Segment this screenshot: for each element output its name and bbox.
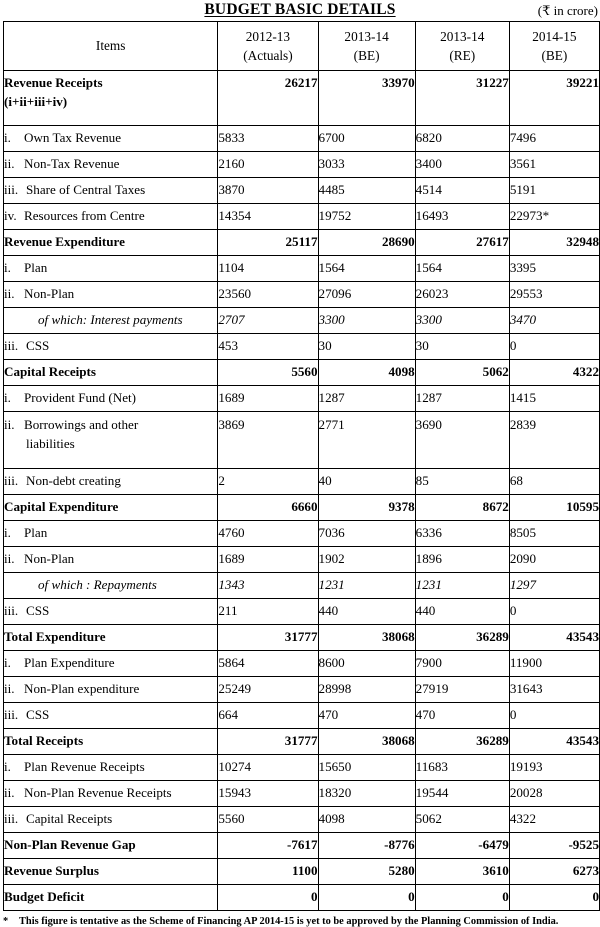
row-label-text: Provident Fund (Net) [24, 390, 137, 406]
table-row [4, 573, 600, 599]
row-label-cell [4, 885, 218, 911]
row-value-y2013be: 9378 [318, 495, 415, 521]
row-value-y2014be: 1415 [509, 386, 599, 412]
row-value-y2014be: 19193 [509, 755, 599, 781]
row-value-y2013be: 470 [318, 703, 415, 729]
row-number: i. [4, 390, 11, 406]
table-row [4, 521, 600, 547]
table-row-section [4, 360, 600, 386]
row-value-y2013be: 4098 [318, 360, 415, 386]
row-label-cell [4, 282, 218, 308]
column-header-line1: 2013-14 [344, 29, 389, 45]
row-label-text: Plan [24, 260, 48, 276]
row-value-y2014be: 22973* [509, 204, 599, 230]
row-label-cell [4, 755, 218, 781]
row-label-cell [4, 547, 218, 573]
table-row-section [4, 495, 600, 521]
column-header-line2: (BE) [353, 47, 380, 63]
row-label-text: of which: Interest payments [38, 312, 183, 328]
row-value-y2014be: -9525 [509, 833, 599, 859]
row-number: iii. [4, 338, 19, 354]
table-row [4, 126, 600, 152]
row-value-y2012: 1104 [218, 256, 318, 282]
row-number: iv. [4, 208, 17, 224]
row-value-y2013be: 0 [318, 885, 415, 911]
row-value-y2013re: 4514 [415, 178, 509, 204]
row-value-y2012: 0 [218, 885, 318, 911]
row-value-y2013be: 1287 [318, 386, 415, 412]
row-value-y2013be: 5280 [318, 859, 415, 885]
table-header-row [4, 22, 600, 71]
row-value-y2013re: 26023 [415, 282, 509, 308]
row-label-cell [4, 71, 218, 126]
row-value-y2012: 1343 [218, 573, 318, 599]
row-label-cell [4, 230, 218, 256]
row-value-y2014be: 11900 [509, 651, 599, 677]
table-row-section [4, 833, 600, 859]
row-value-y2013be: 1902 [318, 547, 415, 573]
row-label-text: Capital Receipts [4, 364, 97, 380]
row-label-text: Non-Plan [24, 551, 75, 567]
row-label-text: Non-Plan [24, 286, 75, 302]
row-value-y2012: 664 [218, 703, 318, 729]
row-label-text: Non-debt creating [26, 473, 121, 489]
row-value-y2013re: 19544 [415, 781, 509, 807]
table-row [4, 781, 600, 807]
row-value-y2013re: 30 [415, 334, 509, 360]
title-band [0, 0, 600, 21]
table-row [4, 651, 600, 677]
row-value-y2014be: 2839 [509, 412, 599, 469]
row-value-y2013be: 4098 [318, 807, 415, 833]
row-value-y2014be: 7496 [509, 126, 599, 152]
row-value-y2014be: 3395 [509, 256, 599, 282]
row-label-text: Resources from Centre [24, 208, 145, 224]
row-value-y2014be: 0 [509, 599, 599, 625]
row-value-y2014be: 20028 [509, 781, 599, 807]
row-label-text: Own Tax Revenue [24, 130, 122, 146]
row-value-y2013re: 1896 [415, 547, 509, 573]
row-number: i. [4, 260, 11, 276]
row-value-y2013re: 11683 [415, 755, 509, 781]
row-value-y2013be: 2771 [318, 412, 415, 469]
row-value-y2014be: 6273 [509, 859, 599, 885]
row-value-y2012: 4760 [218, 521, 318, 547]
row-value-y2013be: 440 [318, 599, 415, 625]
row-value-y2012: 453 [218, 334, 318, 360]
page-title: BUDGET BASIC DETAILS [204, 1, 396, 18]
row-label-cell [4, 495, 218, 521]
column-header-y2012 [218, 22, 318, 71]
row-label-text: Plan Expenditure [24, 655, 115, 671]
column-header-line1: Items [95, 38, 126, 54]
row-value-y2013be: 28998 [318, 677, 415, 703]
row-label-cell [4, 703, 218, 729]
row-value-y2013re: 27617 [415, 230, 509, 256]
row-label-text: Total Expenditure [4, 629, 106, 645]
row-label-cell [4, 859, 218, 885]
table-row-section [4, 625, 600, 651]
row-label-text: Capital Receipts [26, 811, 113, 827]
column-header-item [4, 22, 218, 71]
row-label-text: Non-Plan Revenue Receipts [24, 785, 172, 801]
row-value-y2013re: 16493 [415, 204, 509, 230]
table-row [4, 599, 600, 625]
row-value-y2014be: 0 [509, 703, 599, 729]
row-label-cell [4, 308, 218, 334]
column-header-line2: (RE) [449, 47, 476, 63]
row-number: i. [4, 655, 11, 671]
row-value-y2013re: 31227 [415, 71, 509, 126]
row-value-y2012: 2707 [218, 308, 318, 334]
row-value-y2013re: 5062 [415, 360, 509, 386]
row-label-cell [4, 781, 218, 807]
row-value-y2013be: 40 [318, 469, 415, 495]
row-value-y2012: 25249 [218, 677, 318, 703]
row-value-y2013re: 3610 [415, 859, 509, 885]
row-value-y2014be: 32948 [509, 230, 599, 256]
row-value-y2012: 5833 [218, 126, 318, 152]
currency-unit-note: (₹ in crore) [537, 3, 598, 18]
row-value-y2013be: -8776 [318, 833, 415, 859]
row-label-text: Budget Deficit [4, 889, 85, 905]
table-row [4, 282, 600, 308]
table-row-section [4, 729, 600, 755]
table-row [4, 204, 600, 230]
row-value-y2013be: 15650 [318, 755, 415, 781]
row-label-cell [4, 204, 218, 230]
row-value-y2012: 5560 [218, 807, 318, 833]
row-label-text: CSS [26, 707, 50, 723]
row-value-y2014be: 31643 [509, 677, 599, 703]
row-label-text: Capital Expenditure [4, 499, 119, 515]
table-row [4, 677, 600, 703]
row-value-y2013be: 28690 [318, 230, 415, 256]
row-value-y2014be: 43543 [509, 729, 599, 755]
row-label-text: Share of Central Taxes [26, 182, 146, 198]
row-value-y2012: 211 [218, 599, 318, 625]
row-label-text: Non-Tax Revenue [24, 156, 120, 172]
row-value-y2014be: 8505 [509, 521, 599, 547]
row-value-y2013re: 470 [415, 703, 509, 729]
footnote [3, 916, 600, 927]
table-row-section [4, 230, 600, 256]
row-value-y2014be: 43543 [509, 625, 599, 651]
row-value-y2014be: 39221 [509, 71, 599, 126]
column-header-line2: (BE) [541, 47, 568, 63]
row-value-y2012: 10274 [218, 755, 318, 781]
row-value-y2012: 1689 [218, 547, 318, 573]
row-value-y2013be: 1564 [318, 256, 415, 282]
table-row [4, 152, 600, 178]
row-value-y2012: 26217 [218, 71, 318, 126]
row-value-y2012: 5560 [218, 360, 318, 386]
table-row [4, 547, 600, 573]
row-label-text: CSS [26, 603, 50, 619]
row-value-y2013be: 19752 [318, 204, 415, 230]
row-label-text: Revenue Expenditure [4, 234, 125, 250]
row-label-text: Plan Revenue Receipts [24, 759, 145, 775]
row-value-y2012: 15943 [218, 781, 318, 807]
row-value-y2013re: 6820 [415, 126, 509, 152]
table-row [4, 386, 600, 412]
row-value-y2013be: 3300 [318, 308, 415, 334]
row-value-y2014be: 4322 [509, 360, 599, 386]
row-value-y2012: 5864 [218, 651, 318, 677]
row-number: iii. [4, 473, 19, 489]
row-value-y2012: -7617 [218, 833, 318, 859]
table-row [4, 256, 600, 282]
row-label-cell [4, 651, 218, 677]
row-value-y2013re: 36289 [415, 729, 509, 755]
row-value-y2013be: 33970 [318, 71, 415, 126]
row-value-y2012: 14354 [218, 204, 318, 230]
row-label-text: Non-Plan expenditure [24, 681, 140, 697]
row-label-text: Non-Plan Revenue Gap [4, 837, 136, 853]
row-value-y2012: 6660 [218, 495, 318, 521]
table-row [4, 703, 600, 729]
row-number: iii. [4, 182, 19, 198]
row-value-y2012: 25117 [218, 230, 318, 256]
row-number: i. [4, 130, 11, 146]
row-label-text: CSS [26, 338, 50, 354]
row-label-cell [4, 573, 218, 599]
row-value-y2013be: 6700 [318, 126, 415, 152]
row-value-y2012: 1689 [218, 386, 318, 412]
row-value-y2014be: 3561 [509, 152, 599, 178]
row-value-y2013re: 1231 [415, 573, 509, 599]
row-number: ii. [4, 417, 15, 432]
row-value-y2012: 1100 [218, 859, 318, 885]
row-label-cell [4, 152, 218, 178]
row-value-y2013be: 3033 [318, 152, 415, 178]
row-label-cell [4, 334, 218, 360]
row-number: ii. [4, 156, 15, 172]
row-label-line1: ii. Borrowings and other [4, 417, 139, 432]
row-value-y2013be: 18320 [318, 781, 415, 807]
row-label-cell [4, 360, 218, 386]
column-header-line1: 2013-14 [440, 29, 485, 45]
row-value-y2013be: 4485 [318, 178, 415, 204]
table-row [4, 469, 600, 495]
footnote-marker: * [3, 916, 9, 927]
row-value-y2014be: 0 [509, 885, 599, 911]
table-row-section [4, 885, 600, 911]
row-value-y2013re: 8672 [415, 495, 509, 521]
row-label-cell [4, 386, 218, 412]
row-value-y2013re: -6479 [415, 833, 509, 859]
row-value-y2013re: 0 [415, 885, 509, 911]
table-row [4, 807, 600, 833]
row-value-y2014be: 3470 [509, 308, 599, 334]
table-row [4, 334, 600, 360]
row-value-y2013re: 7900 [415, 651, 509, 677]
row-label-cell [4, 599, 218, 625]
row-label-cell [4, 412, 218, 469]
row-value-y2013re: 440 [415, 599, 509, 625]
row-label-cell [4, 677, 218, 703]
row-value-y2013be: 1231 [318, 573, 415, 599]
row-label-cell [4, 729, 218, 755]
table-row [4, 412, 600, 469]
row-label-text: Plan [24, 525, 48, 541]
row-label-cell [4, 807, 218, 833]
row-label-cell [4, 256, 218, 282]
row-value-y2014be: 0 [509, 334, 599, 360]
row-label-cell [4, 178, 218, 204]
table-row [4, 178, 600, 204]
row-value-y2014be: 1297 [509, 573, 599, 599]
row-value-y2012: 23560 [218, 282, 318, 308]
table-row-section [4, 859, 600, 885]
row-value-y2013re: 1287 [415, 386, 509, 412]
row-value-y2013re: 27919 [415, 677, 509, 703]
row-label-cell [4, 521, 218, 547]
row-value-y2013re: 1564 [415, 256, 509, 282]
row-number: ii. [4, 681, 15, 697]
row-label-line1: Revenue Receipts [4, 75, 103, 90]
table-row [4, 308, 600, 334]
budget-table-body [4, 22, 600, 911]
row-number: iii. [4, 707, 19, 723]
row-value-y2013be: 7036 [318, 521, 415, 547]
row-label-text: Total Receipts [4, 733, 84, 749]
column-header-y2014be [509, 22, 599, 71]
row-value-y2013be: 38068 [318, 729, 415, 755]
row-number: ii. [4, 551, 15, 567]
row-value-y2014be: 4322 [509, 807, 599, 833]
row-value-y2013re: 5062 [415, 807, 509, 833]
row-label-cell [4, 833, 218, 859]
row-number: ii. [4, 785, 15, 801]
row-label-text: of which : Repayments [38, 577, 157, 593]
row-value-y2012: 31777 [218, 729, 318, 755]
row-label-line2: liabilities [26, 435, 75, 451]
row-value-y2014be: 68 [509, 469, 599, 495]
row-value-y2014be: 5191 [509, 178, 599, 204]
row-value-y2013be: 30 [318, 334, 415, 360]
row-value-y2013re: 85 [415, 469, 509, 495]
row-value-y2013re: 36289 [415, 625, 509, 651]
row-value-y2014be: 2090 [509, 547, 599, 573]
row-number: i. [4, 525, 11, 541]
column-header-line1: 2012-13 [245, 29, 291, 45]
row-number: iii. [4, 811, 19, 827]
column-header-line2: (Actuals) [243, 47, 293, 63]
column-header-line1: 2014-15 [532, 29, 577, 45]
row-value-y2014be: 29553 [509, 282, 599, 308]
row-number: i. [4, 759, 11, 775]
row-value-y2012: 2160 [218, 152, 318, 178]
row-label-cell [4, 625, 218, 651]
row-value-y2013re: 3300 [415, 308, 509, 334]
row-value-y2013be: 38068 [318, 625, 415, 651]
row-value-y2012: 3869 [218, 412, 318, 469]
column-header-y2013be [318, 22, 415, 71]
row-value-y2014be: 10595 [509, 495, 599, 521]
row-label-cell [4, 469, 218, 495]
column-header-y2013re [415, 22, 509, 71]
row-label-cell [4, 126, 218, 152]
row-value-y2013be: 8600 [318, 651, 415, 677]
row-value-y2013re: 3400 [415, 152, 509, 178]
budget-table [3, 21, 600, 911]
row-number: iii. [4, 603, 19, 619]
row-value-y2012: 2 [218, 469, 318, 495]
row-label-line2: (i+ii+iii+iv) [4, 93, 68, 109]
table-row-section [4, 71, 600, 126]
row-value-y2012: 3870 [218, 178, 318, 204]
row-value-y2013be: 27096 [318, 282, 415, 308]
table-row [4, 755, 600, 781]
row-value-y2013re: 6336 [415, 521, 509, 547]
row-number: ii. [4, 286, 15, 302]
footnote-text: This figure is tentative as the Scheme of Financing AP 2014-15 is yet to be approved by the Planning Commission of India. [19, 916, 559, 927]
row-value-y2013re: 3690 [415, 412, 509, 469]
row-value-y2012: 31777 [218, 625, 318, 651]
row-label-text: Revenue Surplus [4, 863, 99, 879]
